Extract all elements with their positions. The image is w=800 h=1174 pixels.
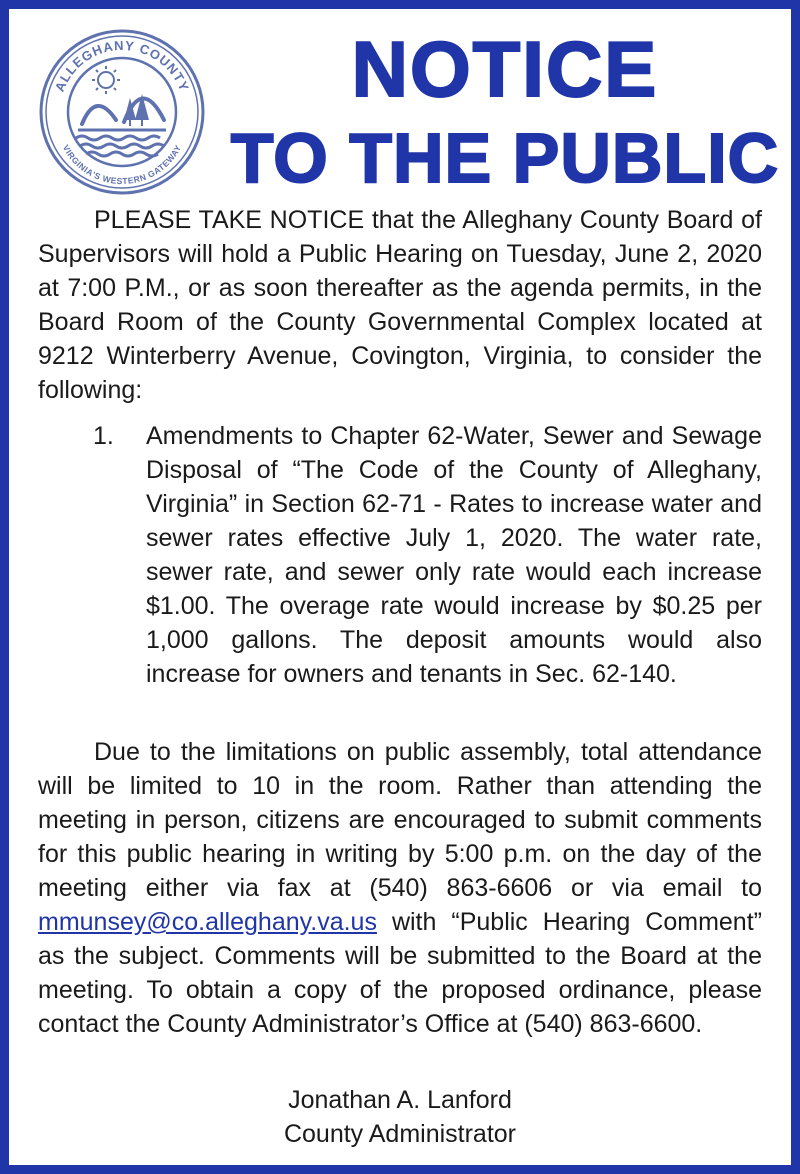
seal-top-text: ALLEGHANY COUNTY [51, 37, 193, 94]
agenda-item-number: 1. [93, 422, 114, 450]
mountain-icon [82, 98, 164, 124]
alleghany-county-seal [38, 28, 206, 196]
attendance-text-part1: Due to the limitations on public assembly, total attendance will be limited to 10 in the room. Rather than attending the meeting in person, citizens are encouraged to submit comments for this public hearing in writing by 5:00 p.m. on the day of the meeting either via fax at (540) 863-6606 or via email to [38, 738, 762, 902]
agenda-item-text: Amendments to Chapter 62-Water, Sewer and Sewage Disposal of “The Code of the County of Alleghany, Virginia” in Section 62-71 - Rates to increase water and sewer rates effective July 1, 2020. The water rate, sewer rate, and sewer only rate would each increase $1.00. The overage rate would increase by $0.25 per 1,000 gallons. The deposit amounts would also increase for owners and tenants in Sec. 62-140. [146, 422, 762, 688]
hearing-announcement-paragraph: PLEASE TAKE NOTICE that the Alleghany County Board of Supervisors will hold a Public Hearing on Tuesday, June 2, 2020 at 7:00 P.M., or as soon thereafter as the agenda permits, in the Board Room of the County Governmental Complex located at 9212 Winterberry Avenue, Covington, Virginia, to consider the following: [38, 206, 762, 404]
seal-bottom-text: VIRGINIA'S WESTERN GATEWAY [60, 142, 184, 187]
attendance-text-part2: with “Public Hearing Comment” as the subject. Comments will be submitted to the Board at the meeting. To obtain a copy of the proposed ordinance, please contact the County Administrator’s Office at (540) 863-6600. [38, 908, 762, 1038]
notice-title: NOTICE [351, 25, 659, 113]
signer-name: Jonathan A. Lanford [288, 1086, 512, 1114]
attendance-paragraph [38, 735, 762, 1041]
email-link[interactable]: mmunsey@co.alleghany.va.us [38, 908, 377, 936]
notice-subtitle: TO THE PUBLIC [230, 119, 780, 197]
signer-title: County Administrator [283, 1120, 517, 1148]
water-icon [76, 130, 166, 156]
sun-icon [92, 66, 120, 94]
